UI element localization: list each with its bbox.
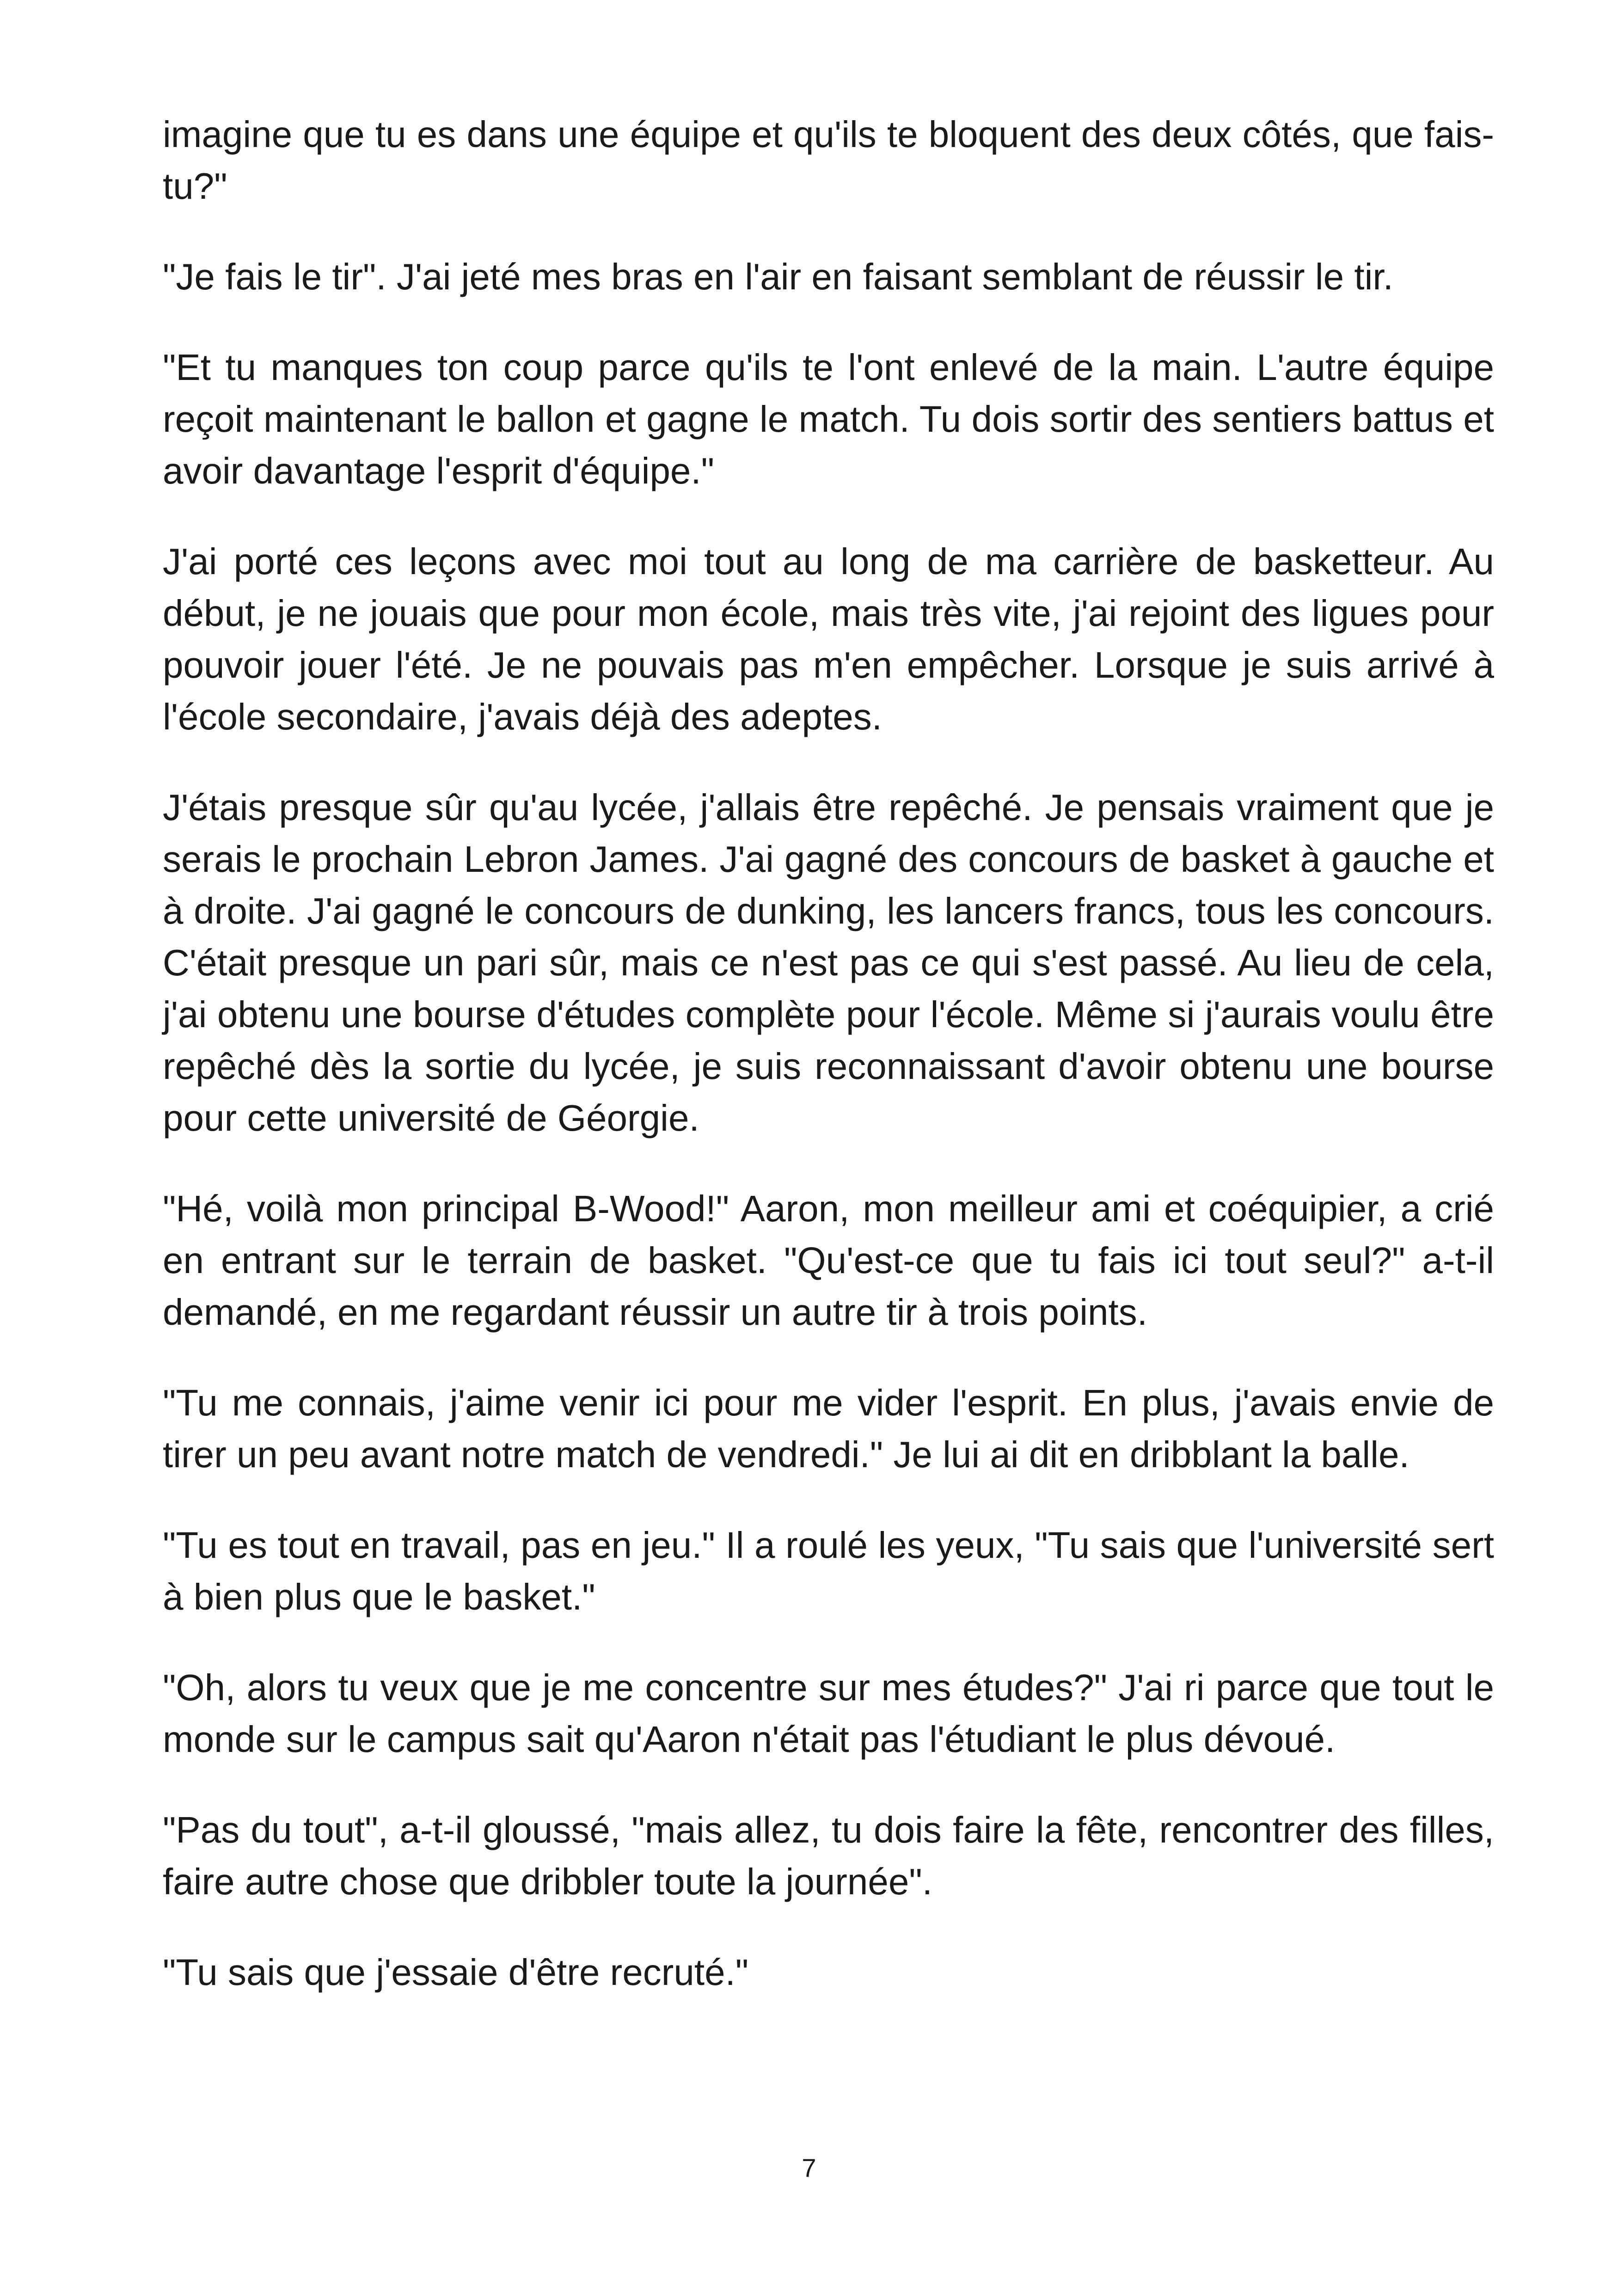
paragraph: "Hé, voilà mon principal B-Wood!" Aaron, mon meilleur ami et coéquipier, a crié en entrant sur le terrain de basket. "Qu'est-ce que tu fais ici tout seul?" a-t-il demandé, en me regardant réussir un autre tir à trois points.: [163, 1188, 1494, 1333]
paragraph: "Oh, alors tu veux que je me concentre sur mes études?" J'ai ri parce que tout le monde sur le campus sait qu'Aaron n'était pas l'étudiant le plus dévoué.: [163, 1667, 1494, 1760]
paragraph: "Tu me connais, j'aime venir ici pour me vider l'esprit. En plus, j'avais envie de tirer un peu avant notre match de vendredi." Je lui ai dit en dribblant la balle.: [163, 1382, 1494, 1475]
page-body: [163, 109, 1494, 1998]
paragraph: "Je fais le tir". J'ai jeté mes bras en l'air en faisant semblant de réussir le tir.: [163, 256, 1393, 297]
paragraph: "Tu es tout en travail, pas en jeu." Il a roulé les yeux, "Tu sais que l'université sert à bien plus que le basket.": [163, 1525, 1494, 1617]
paragraph: imagine que tu es dans une équipe et qu'ils te bloquent des deux côtés, que fais-tu?": [163, 114, 1494, 207]
paragraph: "Pas du tout", a-t-il gloussé, "mais allez, tu dois faire la fête, rencontrer des filles, faire autre chose que dribbler toute la journée".: [163, 1809, 1494, 1902]
paragraph: "Et tu manques ton coup parce qu'ils te l'ont enlevé de la main. L'autre équipe reçoit maintenant le ballon et gagne le match. Tu dois sortir des sentiers battus et avoir davantage l'esprit d'équipe.": [163, 347, 1494, 491]
paragraph: J'étais presque sûr qu'au lycée, j'allais être repêché. Je pensais vraiment que je serais le prochain Lebron James. J'ai gagné des concours de basket à gauche et à droite. J'ai gagné le concours de dunking, les lancers francs, tous les concours. C'était presque un pari sûr, mais ce n'est pas ce qui s'est passé. Au lieu de cela, j'ai obtenu une bourse d'études complète pour l'école. Même si j'aurais voulu être repêché dès la sortie du lycée, je suis reconnaissant d'avoir obtenu une bourse pour cette université de Géorgie.: [163, 787, 1494, 1139]
paragraph: J'ai porté ces leçons avec moi tout au long de ma carrière de basketteur. Au début, je ne jouais que pour mon école, mais très vite, j'ai rejoint des ligues pour pouvoir jouer l'été. Je ne pouvais pas m'en empêcher. Lorsque je suis arrivé à l'école secondaire, j'avais déjà des adeptes.: [163, 541, 1494, 737]
page-number: 7: [802, 2153, 816, 2182]
paragraph: "Tu sais que j'essaie d'être recruté.": [163, 1952, 749, 1993]
